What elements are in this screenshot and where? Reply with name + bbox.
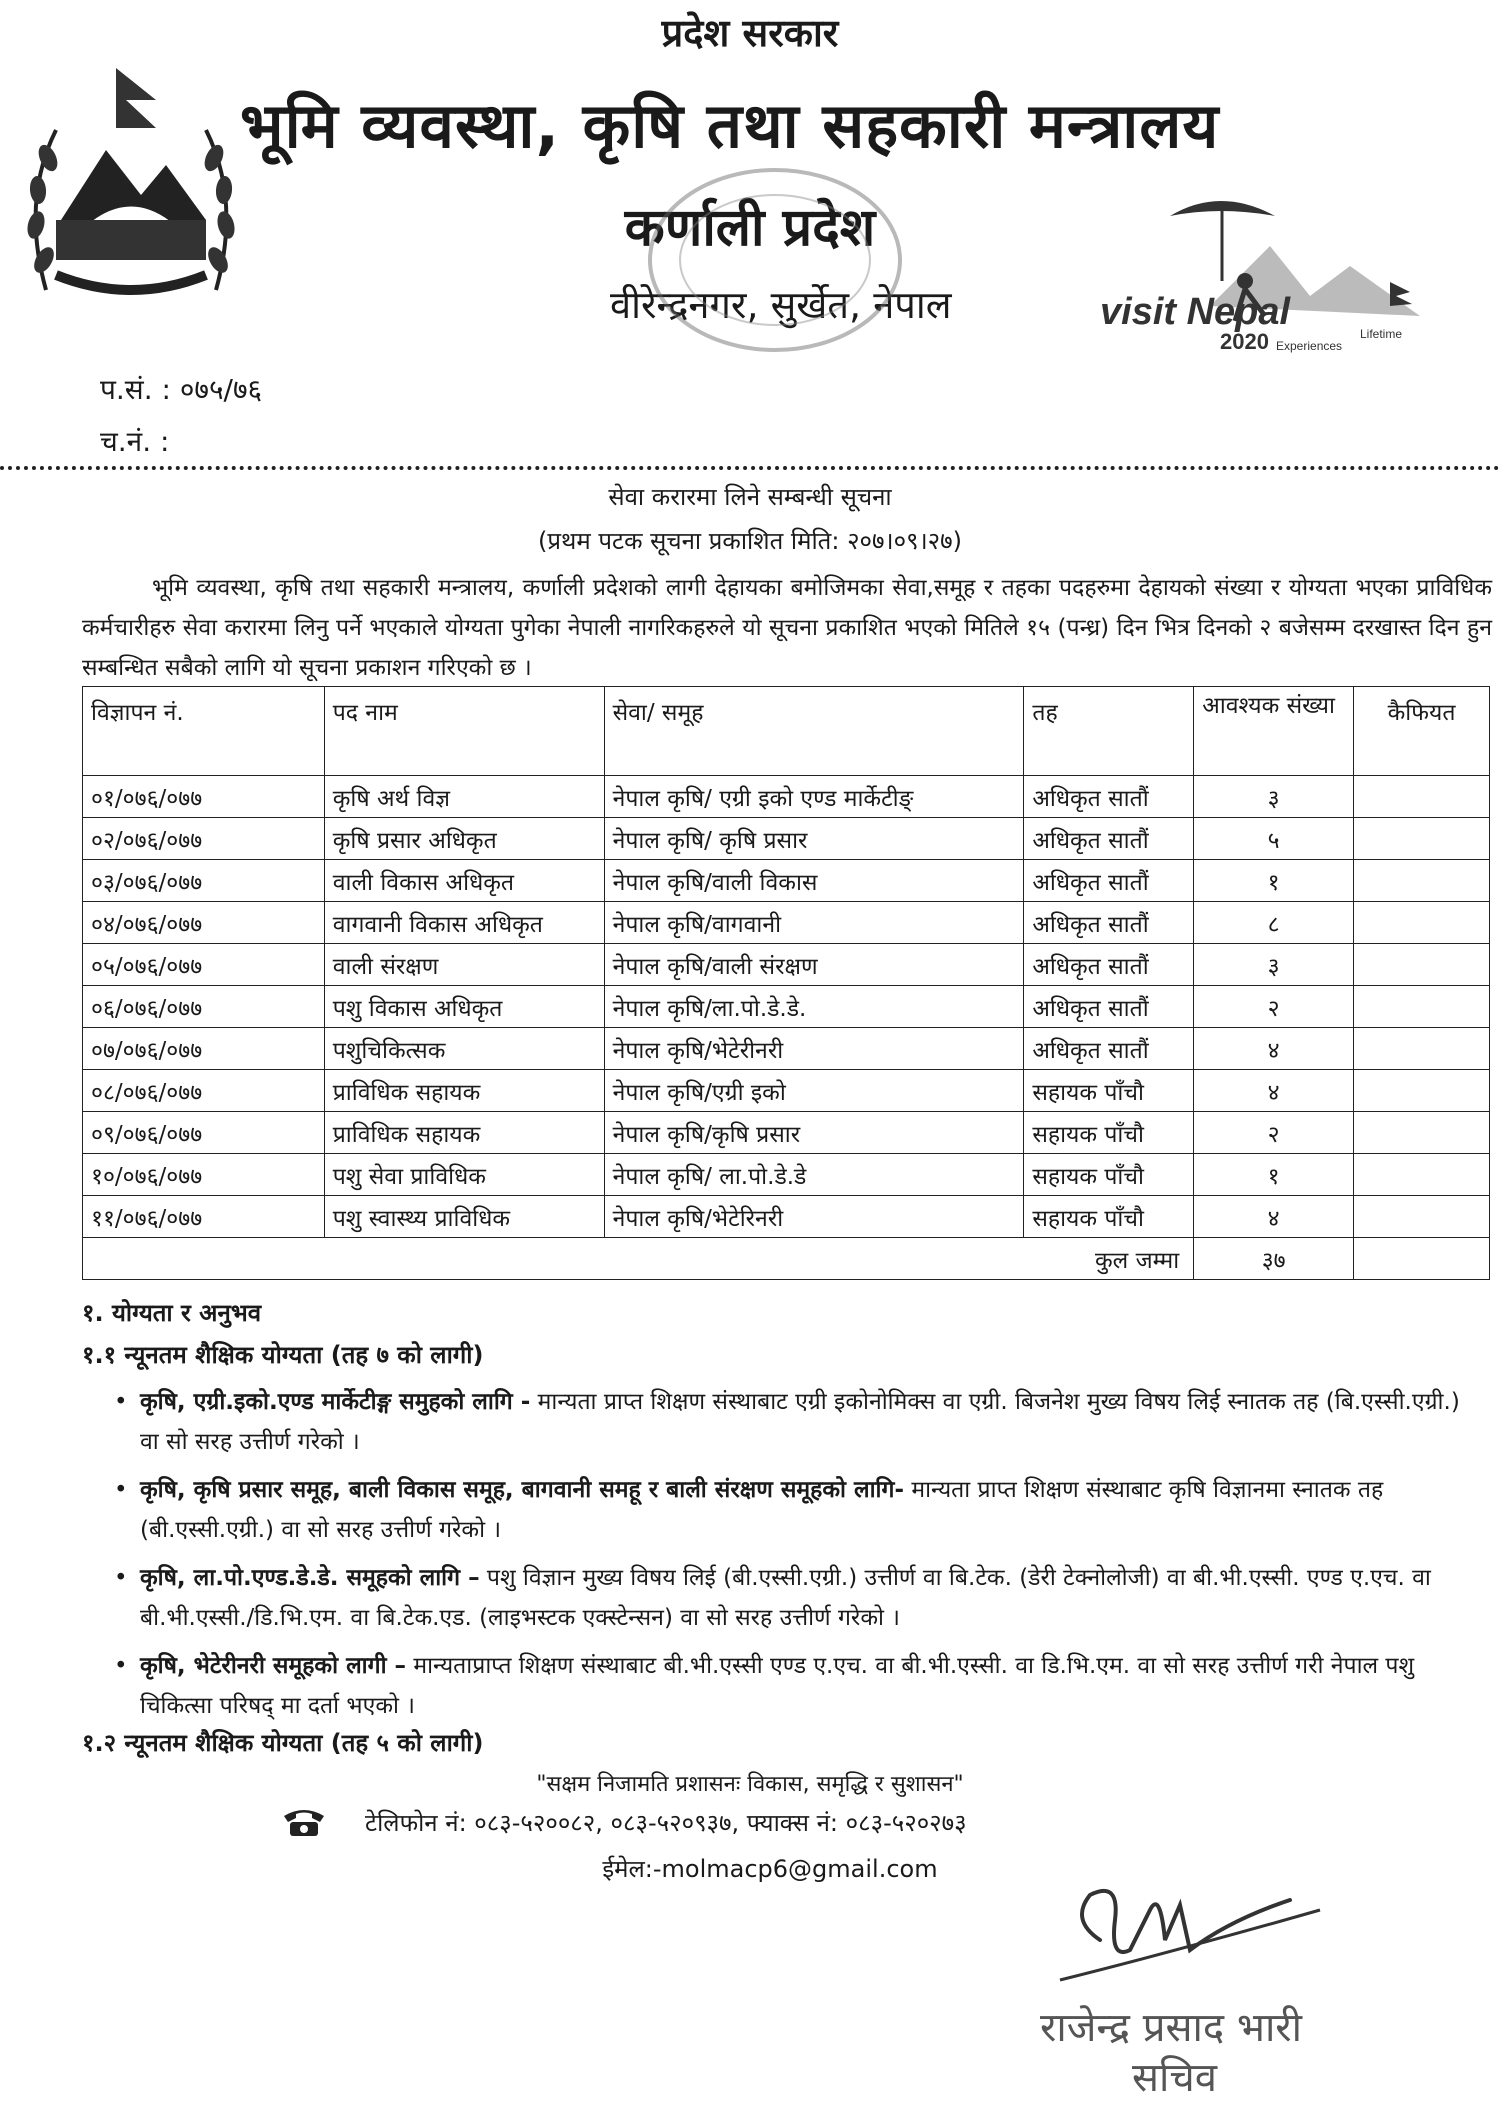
cell-ad-number: ११/०७६/०७७ [83,1196,325,1238]
footer-email: ईमेल:-molmacp6@gmail.com [602,1855,938,1883]
cell-ad-number: ०३/०७६/०७७ [83,860,325,902]
cell-service-group: नेपाल कृषि/कृषि प्रसार [604,1112,1024,1154]
bullet-heading: कृषि, भेटेरीनरी समूहको लागी – [140,1653,407,1679]
cell-post-name: वाली संरक्षण [324,944,604,986]
bullet-icon: • [114,1389,128,1415]
signatory-name: राजेन्द्र प्रसाद भारी [1040,2005,1303,2051]
header-ad-number: विज्ञापन नं. [83,687,325,776]
cell-level: सहायक पाँचौ [1024,1196,1194,1238]
cell-post-name: प्राविधिक सहायक [324,1112,604,1154]
cell-service-group: नेपाल कृषि/वाली विकास [604,860,1024,902]
cell-post-name: पशुचिकित्सक [324,1028,604,1070]
table-row [83,818,1490,860]
cell-count: ४ [1194,1028,1354,1070]
cell-count: ८ [1194,902,1354,944]
notice-paragraph: भूमि व्यवस्था, कृषि तथा सहकारी मन्त्रालय, कर्णाली प्रदेशको लागी देहायका बमोजिमका सेवा,समूह र तहका पदहरुमा देहायको संख्या र योग्यता भएका प्राविधिक कर्मचारीहरु सेवा करारमा लिनु पर्ने भएकाले योग्यता पुगेका नेपाली नागरिकहरुले यो सूचना प्रकाशित भएको मितिले १५ (पन्ध्र) दिन भित्र दिनको २ बजेसम्म दरखास्त दिन हुन सम्बन्धित सबैको लागि यो सूचना प्रकाशन गरिएको छ । [82,575,1492,681]
visit-logo-year: 2020 [1220,329,1269,354]
table-total-row [83,1238,1490,1280]
header-required-count: आवश्यक संख्या [1194,687,1354,776]
cell-post-name: कृषि प्रसार अधिकृत [324,818,604,860]
cell-level: अधिकृत सातौं [1024,860,1194,902]
table-row [83,1028,1490,1070]
cell-ad-number: ०९/०७६/०७७ [83,1112,325,1154]
cell-ad-number: ०२/०७६/०७७ [83,818,325,860]
table-row [83,1112,1490,1154]
visit-logo-tagline2: Experiences [1276,339,1343,353]
cell-post-name: पशु विकास अधिकृत [324,986,604,1028]
list-item [114,1646,1470,1726]
footer-motto: "सक्षम निजामति प्रशासनः विकास, समृद्धि र सुशासन" [536,1772,964,1797]
cell-count: ४ [1194,1196,1354,1238]
cell-remarks [1354,986,1490,1028]
table-row [83,860,1490,902]
cell-service-group: नेपाल कृषि/ एग्री इको एण्ड मार्केटीङ् [604,776,1024,818]
notice-title: सेवा करारमा लिने सम्बन्धी सूचना [608,483,892,511]
bullet-heading: कृषि, एग्री.इको.एण्ड मार्केटीङ्ग समुहको लागि - [140,1389,531,1415]
footer-phone: टेलिफोन नं: ०८३-५२००८२, ०८३-५२०९३७, फ्याक्स नं: ०८३-५२०२७३ [365,1809,967,1837]
cell-ad-number: ०६/०७६/०७७ [83,986,325,1028]
cell-remarks [1354,860,1490,902]
bullet-text: मान्यताप्राप्त शिक्षण संस्थाबाट बी.भी.एस्सी एण्ड ए.एच. वा बी.भी.एस्सी. वा डि.भि.एम. वा सो सरह उत्तीर्ण गरी नेपाल पशु चिकित्सा परिषद् मा दर्ता भएको । [140,1653,1415,1719]
cell-level: अधिकृत सातौं [1024,986,1194,1028]
cell-service-group: नेपाल कृषि/वागवानी [604,902,1024,944]
cell-service-group: नेपाल कृषि/भेटेरिनरी [604,1196,1024,1238]
cell-level: अधिकृत सातौं [1024,902,1194,944]
cell-level: अधिकृत सातौं [1024,944,1194,986]
cell-count: ४ [1194,1070,1354,1112]
bullet-text: पशु विज्ञान मुख्य विषय लिई (बी.एस्सी.एग्री.) उत्तीर्ण वा बि.टेक. (डेरी टेक्नोलोजी) वा बी.भी.एस्सी. एण्ड ए.एच. वा बी.भी.एस्सी./डि.भि.एम. वा बि.टेक.एड. (लाइभस्टक एक्स्टेन्सन) वा सो सरह उत्तीर्ण गरेको । [140,1565,1431,1631]
section-level5: १.२ न्यूनतम शैक्षिक योग्यता (तह ५ को लागी) [82,1729,484,1757]
header-remarks: कैफियत [1354,687,1490,776]
cell-count: ३ [1194,776,1354,818]
signatory-title: सचिव [1132,2055,1218,2101]
section-qualification: १. योग्यता र अनुभव [82,1299,262,1327]
ministry-name: भूमि व्यवस्था, कृषि तथा सहकारी मन्त्रालय [240,89,1220,162]
header-post-name: पद नाम [324,687,604,776]
cell-level: अधिकृत सातौं [1024,1028,1194,1070]
bullet-heading: कृषि, कृषि प्रसार समूह, बाली विकास समूह, बागवानी समहू र बाली संरक्षण समूहको लागि- [140,1477,905,1503]
total-label: कुल जम्मा [83,1238,1194,1280]
header-service-group: सेवा/ समूह [604,687,1024,776]
table-header-row [83,687,1490,776]
bullet-icon: • [114,1565,128,1591]
office-stamp [640,160,910,360]
cell-count: १ [1194,860,1354,902]
table-row [83,1154,1490,1196]
total-value: ३७ [1194,1238,1354,1280]
cell-count: ५ [1194,818,1354,860]
bullet-text: मान्यता प्राप्त शिक्षण संस्थाबाट कृषि विज्ञानमा स्नातक तह (बी.एस्सी.एग्री.) वा सो सरह उत्तीर्ण गरेको । [140,1477,1384,1543]
header-level: तह [1024,687,1194,776]
table-row [83,1070,1490,1112]
total-remarks [1354,1238,1490,1280]
cell-count: २ [1194,1112,1354,1154]
cell-level: सहायक पाँचौ [1024,1070,1194,1112]
cell-count: १ [1194,1154,1354,1196]
cell-ad-number: १०/०७६/०७७ [83,1154,325,1196]
cell-remarks [1354,1112,1490,1154]
government-heading: प्रदेश सरकार [661,11,839,55]
cell-remarks [1354,1154,1490,1196]
table-row [83,776,1490,818]
cell-remarks [1354,776,1490,818]
table-row [83,944,1490,986]
notice-subtitle: (प्रथम पटक सूचना प्रकाशित मिति: २०७।०९।२७) [538,527,962,555]
cell-service-group: नेपाल कृषि/एग्री इको [604,1070,1024,1112]
list-item [114,1382,1470,1462]
vacancy-table [82,686,1490,1280]
cell-service-group: नेपाल कृषि/भेटेरीनरी [604,1028,1024,1070]
cell-post-name: प्राविधिक सहायक [324,1070,604,1112]
cell-post-name: पशु स्वास्थ्य प्राविधिक [324,1196,604,1238]
cell-service-group: नेपाल कृषि/ कृषि प्रसार [604,818,1024,860]
cell-ad-number: ०१/०७६/०७७ [83,776,325,818]
province-name: कर्णाली प्रदेश [624,198,876,258]
dispatch-number: च.नं. : [100,425,170,458]
reference-number: प.सं. : ०७५/७६ [100,373,263,406]
cell-remarks [1354,902,1490,944]
cell-service-group: नेपाल कृषि/वाली संरक्षण [604,944,1024,986]
list-item [114,1558,1470,1638]
bullet-icon: • [114,1477,128,1503]
cell-level: अधिकृत सातौं [1024,818,1194,860]
cell-post-name: पशु सेवा प्राविधिक [324,1154,604,1196]
cell-ad-number: ०४/०७६/०७७ [83,902,325,944]
cell-ad-number: ०७/०७६/०७७ [83,1028,325,1070]
cell-count: २ [1194,986,1354,1028]
list-item [114,1470,1470,1550]
cell-remarks [1354,818,1490,860]
cell-count: ३ [1194,944,1354,986]
header-divider [0,466,1500,470]
cell-service-group: नेपाल कृषि/ ला.पो.डे.डे [604,1154,1024,1196]
table-row [83,1196,1490,1238]
signature-mark [1030,1880,1330,2000]
cell-remarks [1354,944,1490,986]
visit-logo-text: visit Nepal [1100,291,1291,333]
bullet-text: मान्यता प्राप्त शिक्षण संस्थाबाट एग्री इकोनोमिक्स वा एग्री. बिजनेश मुख्य विषय लिई स्नातक तह (बि.एस्सी.एग्री.) वा सो सरह उत्तीर्ण गरेको । [140,1389,1460,1455]
bullet-heading: कृषि, ला.पो.एण्ड.डे.डे. समूहको लागि – [140,1565,480,1591]
cell-post-name: कृषि अर्थ विज्ञ [324,776,604,818]
cell-level: सहायक पाँचौ [1024,1154,1194,1196]
table-row [83,902,1490,944]
telephone-icon [282,1806,326,1838]
office-address: वीरेन्द्रनगर, सुर्खेत, नेपाल [610,283,952,327]
bullet-icon: • [114,1653,128,1679]
table-row [83,986,1490,1028]
cell-post-name: वाली विकास अधिकृत [324,860,604,902]
section-level7: १.१ न्यूनतम शैक्षिक योग्यता (तह ७ को लागी) [82,1341,484,1369]
cell-remarks [1354,1196,1490,1238]
cell-remarks [1354,1070,1490,1112]
visit-nepal-logo [1100,186,1430,356]
cell-level: सहायक पाँचौ [1024,1112,1194,1154]
visit-logo-tagline1: Lifetime [1360,327,1403,341]
cell-ad-number: ०५/०७६/०७७ [83,944,325,986]
cell-post-name: वागवानी विकास अधिकृत [324,902,604,944]
cell-remarks [1354,1028,1490,1070]
cell-level: अधिकृत सातौं [1024,776,1194,818]
cell-service-group: नेपाल कृषि/ला.पो.डे.डे. [604,986,1024,1028]
cell-ad-number: ०८/०७६/०७७ [83,1070,325,1112]
